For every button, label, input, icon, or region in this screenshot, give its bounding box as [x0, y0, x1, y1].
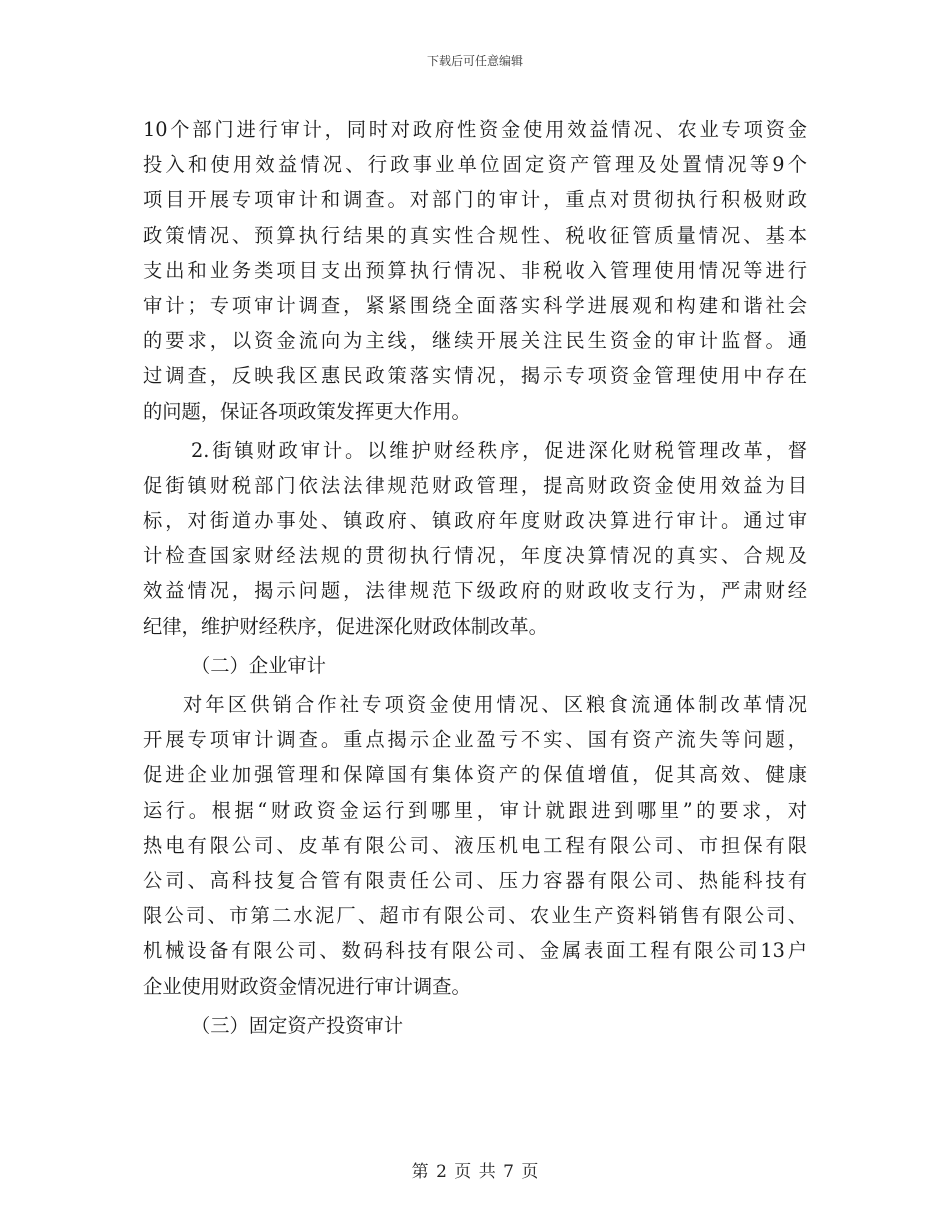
- text-line: （三）固定资产投资审计: [191, 1013, 404, 1037]
- text-line: 计检查国家财经法规的贯彻执行情况，年度决算情况的真实、合规及: [143, 544, 807, 568]
- text-line: 促进企业加强管理和保障国有集体资产的保值增值，促其高效、健康: [143, 763, 807, 787]
- paragraph: [143, 112, 807, 429]
- text-line: 效益情况，揭示问题，法律规范下级政府的财政收支行为，严肃财经: [143, 579, 807, 603]
- text-line: 开展专项审计调查。重点揭示企业盈亏不实、国有资产流失等问题，: [143, 728, 807, 752]
- text-line: 的要求，以资金流向为主线，继续开展关注民生资金的审计监督。通: [143, 329, 807, 353]
- text-line: 热电有限公司、皮革有限公司、液压机电工程有限公司、市担保有限: [143, 833, 807, 857]
- text-line: 纪律，维护财经秩序，促进深化财政体制改革。: [143, 614, 548, 638]
- paragraph: [143, 648, 807, 683]
- text-line: 促街镇财税部门依法法律规范财政管理，提高财政资金使用效益为目: [143, 473, 807, 497]
- text-line: 10个部门进行审计，同时对政府性资金使用效益情况、农业专项资金: [143, 118, 807, 141]
- text-line: 运行。根据“财政资金运行到哪里，审计就跟进到哪里”的要求，对: [143, 798, 807, 822]
- document-body: [143, 112, 807, 1043]
- page-header: 下载后可任意编辑: [426, 54, 523, 68]
- text-line: 限公司、市第二水泥厂、超市有限公司、农业生产资料销售有限公司、: [143, 904, 807, 928]
- text-line: （二）企业审计: [191, 653, 326, 677]
- text-line: 投入和使用效益情况、行政事业单位固定资产管理及处置情况等9个: [143, 153, 807, 177]
- paragraph: [143, 687, 807, 1004]
- text-line: 企业使用财政资金情况进行审计调查。: [143, 974, 471, 998]
- text-line: 政策情况、预算执行结果的真实性合规性、税收征管质量情况、基本: [143, 223, 807, 247]
- text-line: 公司、高科技复合管有限责任公司、压力容器有限公司、热能科技有: [143, 868, 807, 892]
- text-line: 标，对街道办事处、镇政府、镇政府年度财政决算进行审计。通过审: [143, 509, 807, 533]
- text-line: 审计；专项审计调查，紧紧围绕全面落实科学进展观和构建和谐社会: [143, 293, 807, 317]
- paragraph: [143, 433, 807, 644]
- text-line: 对年区供销合作社专项资金使用情况、区粮食流通体制改革情况: [183, 693, 807, 716]
- text-line: 项目开展专项审计和调查。对部门的审计，重点对贯彻执行积极财政: [143, 188, 807, 212]
- text-line: 过调查，反映我区惠民政策落实情况，揭示专项资金管理使用中存在: [143, 364, 807, 388]
- page-footer: 第 2 页 共 7 页: [411, 1162, 539, 1182]
- text-line: 机械设备有限公司、数码科技有限公司、金属表面工程有限公司13户: [143, 939, 807, 963]
- text-line: 的问题，保证各项政策发挥更大作用。: [143, 399, 471, 423]
- paragraph: [143, 1008, 807, 1043]
- text-line: 支出和业务类项目支出预算执行情况、非税收入管理使用情况等进行: [143, 258, 807, 282]
- text-line: 2.街镇财政审计。以维护财经秩序，促进深化财税管理改革，督: [191, 438, 807, 462]
